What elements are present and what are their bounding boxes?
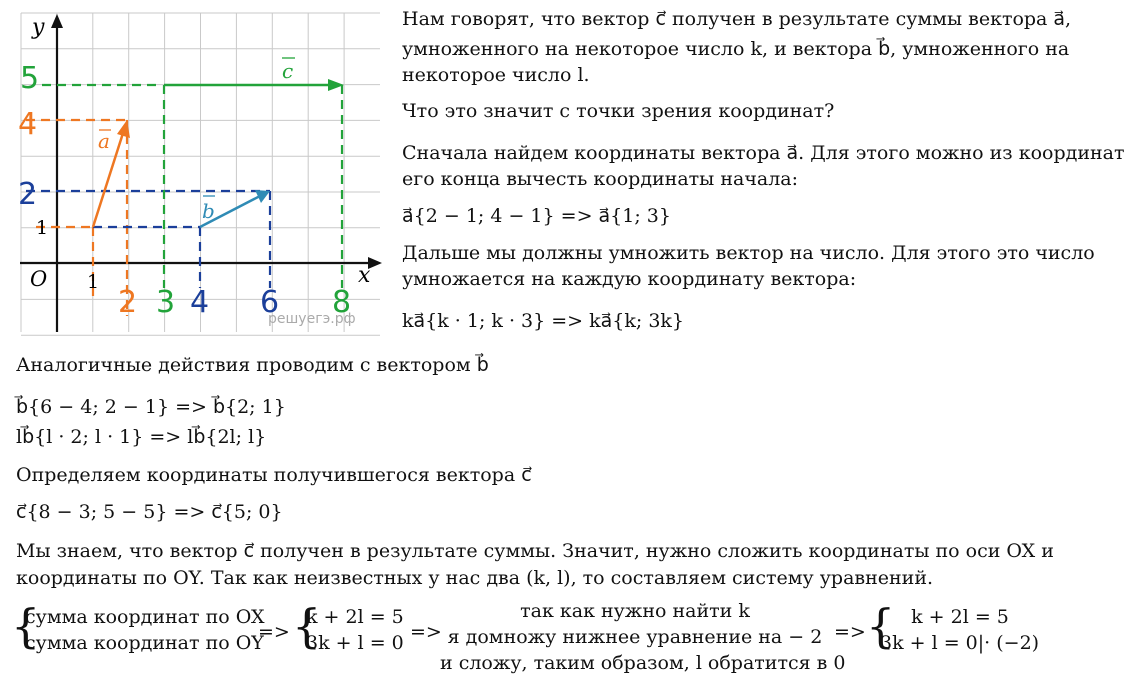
note-line-3: и сложу, таким образом, l обратится в 0	[440, 652, 846, 674]
step-b-intro: Аналогичные действия проводим с вектором b⃗	[16, 354, 489, 376]
hand-x2: 2	[118, 285, 138, 320]
system-2-line-2: 3k + l = 0	[306, 632, 404, 654]
step-mult-line-2: умножается на каждую координату вектора:	[402, 268, 857, 290]
step-a-line-2: его конца вычесть координаты начала:	[402, 168, 799, 190]
implies-arrow-1: =>	[258, 621, 290, 643]
equation-c: c⃗{8 − 3; 5 − 5} => c⃗{5; 0}	[16, 501, 283, 523]
axis-y-label: y	[32, 15, 45, 40]
equation-b: b⃗{6 − 4; 2 − 1} => b⃗{2; 1}	[16, 396, 286, 418]
hand-y2: 2	[18, 177, 38, 212]
hand-x3: 3	[156, 285, 176, 320]
system-1-line-2: сумма координат по OY	[25, 632, 264, 654]
equation-a: a⃗{2 − 1; 4 − 1} => a⃗{1; 3}	[402, 205, 671, 227]
step-mult-line-1: Дальше мы должны умножить вектор на число. Для этого это число	[402, 242, 1095, 264]
label-a: a	[98, 129, 110, 153]
tick-y1-label: 1	[36, 217, 49, 239]
system-1-line-1: сумма координат по OX	[25, 606, 265, 628]
system-3-line-2: 3k + l = 0|· (−2)	[880, 632, 1040, 654]
equation-ka: ka⃗{k · 1; k · 3} => ka⃗{k; 3k}	[402, 310, 685, 332]
brace-2-icon: {	[292, 599, 322, 653]
brace-3-icon: {	[866, 599, 896, 653]
system-2-line-1: k + 2l = 5	[306, 606, 404, 628]
note-line-2: я домножу нижнее уравнение на − 2	[447, 626, 823, 648]
hand-x8: 8	[332, 285, 352, 320]
intro-line-2: умноженного на некоторое число k, и вектора b⃗, умноженного на	[402, 38, 1070, 60]
note-line-1: так как нужно найти k	[520, 600, 750, 622]
axis-x-label: x	[358, 263, 371, 288]
system-3-line-1: k + 2l = 5	[911, 606, 1009, 628]
step-a-line-1: Сначала найдем координаты вектора a⃗. Для этого можно из координат	[402, 142, 1124, 164]
hand-x4: 4	[190, 285, 210, 320]
intro-line-1: Нам говорят, что вектор c⃗ получен в результате суммы вектора a⃗,	[402, 8, 1072, 30]
equation-lb: lb⃗{l · 2; l · 1} => lb⃗{2l; l}	[16, 426, 267, 448]
step-c-intro: Определяем координаты получившегося вектора c⃗	[16, 464, 532, 486]
watermark: решуегэ.рф	[268, 311, 356, 327]
conclusion-line-1: Мы знаем, что вектор c⃗ получен в результате суммы. Значит, нужно сложить координаты по оси OX и	[16, 540, 1054, 562]
label-c: c	[282, 59, 294, 83]
hand-y4: 4	[18, 107, 38, 142]
hand-y5: 5	[20, 61, 40, 96]
vector-figure	[14, 6, 386, 336]
intro-line-3: некоторое число l.	[402, 64, 590, 86]
tick-x1-label: 1	[87, 271, 100, 293]
y-axis-arrow-icon	[51, 14, 63, 28]
question-line: Что это значит с точки зрения координат?	[402, 100, 835, 122]
implies-arrow-3: =>	[834, 621, 866, 643]
conclusion-line-2: координаты по OY. Так как неизвестных у нас два (k, l), то составляем систему уравнений.	[16, 567, 934, 589]
origin-label: O	[30, 267, 48, 291]
hand-x6: 6	[260, 285, 280, 320]
brace-1-icon: {	[11, 599, 41, 653]
label-b: b	[202, 199, 215, 223]
implies-arrow-2: =>	[410, 621, 442, 643]
